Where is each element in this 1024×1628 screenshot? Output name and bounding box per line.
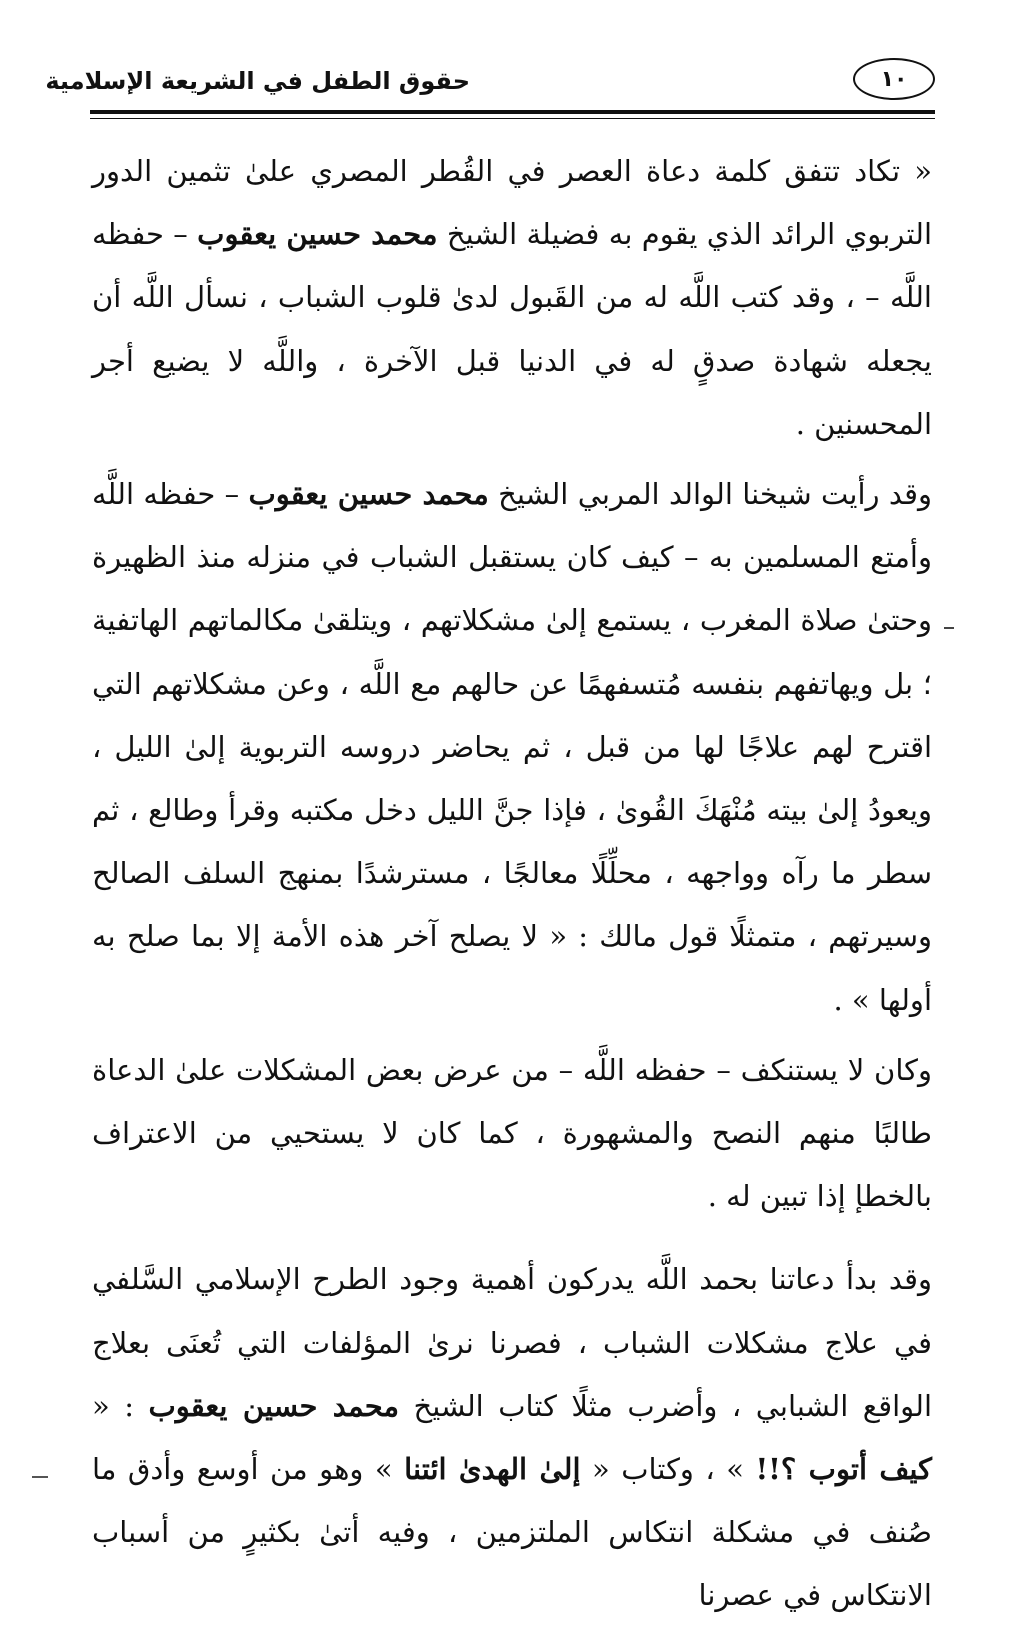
- paragraph-1: [92, 140, 932, 456]
- margin-mark: [944, 627, 954, 629]
- page-number: ١٠: [853, 58, 935, 100]
- book-title-kayfa-atub: كيف أتوب ؟!!: [755, 1452, 932, 1487]
- paragraph-2-text-c: – حفظه اللَّه وأمتع المسلمين به – كيف كان يستقبل الشباب في منزله منذ الظهيرة وحتىٰ صلاة المغرب ، يستمع إلىٰ مشكلاتهم ، ويتلقىٰ مكالماتهم الهاتفية ؛ بل ويهاتفهم بنفسه مُتسفهمًا عن حالهم مع اللَّه ، وعن مشكلاتهم التي اقترح لهم علاجًا لها من قبل ، ثم يحاضر دروسه التربوية إلىٰ الليل ، ويعودُ إلىٰ بيته مُنْهَكَ القُوىٰ ، فإذا جنَّ الليل دخل مكتبه وقرأ وطالع ، ثم سطر ما رآه وواجهه ، محلِّلًا معالجًا ، مسترشدًا بمنهج السلف الصالح وسيرتهم ، متمثلًا قول مالك : « لا يصلح آخر هذه الأمة إلا بما صلح به أولها » .: [92, 477, 932, 1017]
- paragraph-4-text-c: : «: [92, 1388, 149, 1423]
- footer-mark: [32, 1476, 48, 1478]
- paragraph-4: [92, 1248, 932, 1627]
- paragraph-2: [92, 463, 932, 1032]
- paragraph-1-bold-name: محمد حسين يعقوب: [197, 217, 438, 252]
- paragraph-4-text-a: وقد بدأ دعاتنا بحمد اللَّه يدركون أهمية وجود الطرح الإسلامي السَّلفي في علاج مشكلات الشباب ، فصرنا نرىٰ المؤلفات التي تُعنَى بعلاج الواقع الشبابي ، وأضرب مثلًا كتاب الشيخ: [92, 1262, 932, 1423]
- paragraph-2-bold-name: محمد حسين يعقوب: [248, 477, 489, 512]
- paragraph-4-text-g: » وهو من أوسع وأدق ما صُنف في مشكلة انتكاس الملتزمين ، وفيه أتىٰ بكثيرٍ من أسباب الانتكاس في عصرنا: [92, 1452, 932, 1613]
- header-rule-thick: [90, 110, 935, 114]
- book-title-ila-alhuda: إلىٰ الهدىٰ ائتنا: [404, 1452, 581, 1487]
- paragraph-2-text-a: وقد رأيت شيخنا الوالد المربي الشيخ: [488, 477, 932, 512]
- paragraph-3-text-a: وكان لا يستنكف – حفظه اللَّه – من عرض بعض المشكلات علىٰ الدعاة طالبًا منهم النصح والمشهورة ، كما كان لا يستحيي من الاعتراف بالخطإ إذا تبين له .: [92, 1052, 932, 1214]
- paragraph-3: [92, 1039, 932, 1229]
- page-header: [45, 55, 935, 105]
- body-text: [92, 140, 932, 1628]
- paragraph-1-text-a: « تكاد تتفق كلمة دعاة العصر في القُطر المصري علىٰ تثمين الدور التربوي الرائد الذي يقوم به فضيلة الشيخ: [92, 154, 932, 252]
- paragraph-4-bold-name: محمد حسين يعقوب: [148, 1388, 400, 1423]
- paragraph-4-text-e: » ، وكتاب «: [580, 1452, 756, 1487]
- running-title: حقوق الطفل في الشريعة الإسلامية: [45, 67, 470, 95]
- paragraph-1-text-c: – حفظه اللَّه – ، وقد كتب اللَّه له من القَبول لدىٰ قلوب الشباب ، نسأل اللَّه أن يجعله شهادة صدقٍ له في الدنيا قبل الآخرة ، واللَّه لا يضيع أجر المحسنين .: [92, 217, 932, 441]
- header-rule-thin: [90, 118, 935, 119]
